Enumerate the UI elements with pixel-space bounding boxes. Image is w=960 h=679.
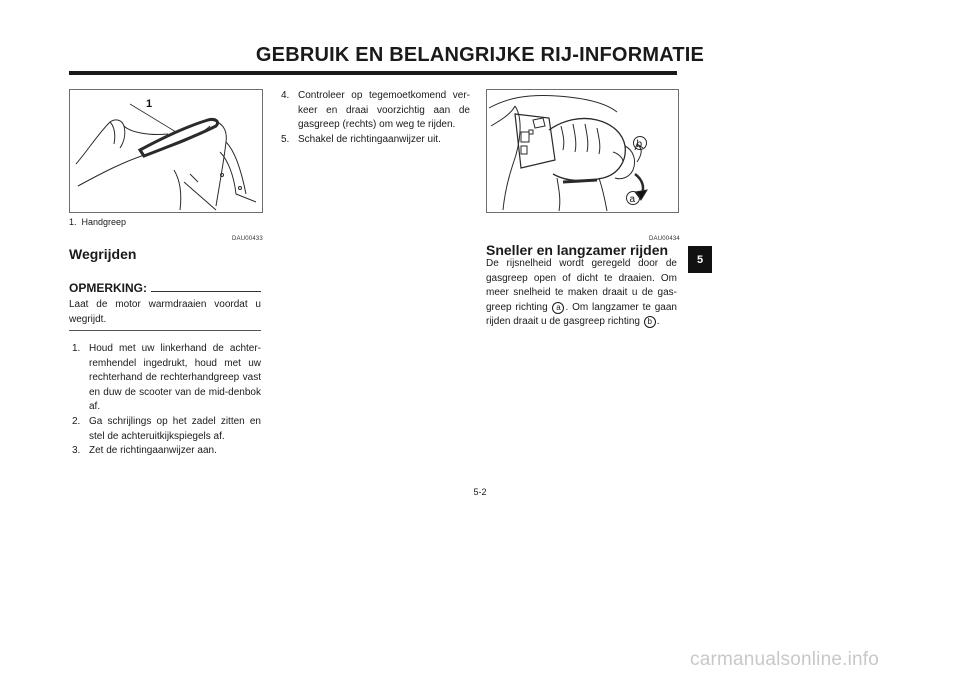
body-text-part: . [656, 316, 660, 328]
list-item [281, 133, 470, 148]
steps-list-left [72, 342, 261, 459]
step-text: Zet de richtingaanwijzer aan. [89, 445, 217, 457]
page-number: 5-2 [473, 487, 487, 497]
list-item [72, 342, 261, 415]
section-code-right: DAU00434 [649, 236, 680, 242]
step-text: Houd met uw linkerhand de achter-remhendel ingedrukt, houd met uw rechterhand de rechterhandgreep vast en duw de scooter van de mid-denbok af. [89, 343, 261, 413]
throttle-paragraph [486, 257, 677, 330]
step-number: 4. [281, 90, 290, 101]
step-text: Schakel de richtingaanwijzer uit. [298, 133, 441, 145]
body-text-part: De rijsnelheid wordt geregeld door de gasgreep open of dicht te draaien. Om meer snelheid te maken draait u de gas-greep richting [486, 258, 677, 313]
figure-caption: 1. Handgreep [69, 217, 127, 227]
note-label: OPMERKING: [69, 281, 147, 295]
note-text [69, 298, 261, 327]
list-item [72, 415, 261, 444]
list-item [281, 89, 470, 133]
steps-list-middle [281, 89, 470, 147]
step-number: 3. [72, 445, 81, 457]
watermark: carmanualsonline.info [690, 649, 880, 670]
callout-a: a [629, 194, 636, 205]
throttle-illustration [486, 89, 679, 213]
ref-b-badge: b [644, 316, 656, 328]
section-code: DAU00433 [232, 236, 263, 242]
title-rule [69, 71, 677, 75]
step-number: 5. [281, 133, 290, 145]
note-heading-rule [151, 291, 261, 292]
note-paragraph: Laat de motor warmdraaien voordat u wegrijdt. [69, 299, 261, 325]
chapter-tab: 5 [688, 246, 712, 273]
callout-1: 1 [146, 98, 153, 110]
note-heading [69, 281, 261, 295]
list-item [72, 444, 261, 459]
handgrip-illustration [69, 89, 263, 213]
section-title-sneller: Sneller en langzamer rijden [486, 242, 669, 258]
section-title-wegrijden: Wegrijden [69, 246, 137, 262]
ref-a-badge: a [552, 302, 564, 314]
step-number: 1. [72, 343, 81, 354]
page-title: GEBRUIK EN BELANGRIJKE RIJ-INFORMATIE [255, 44, 705, 66]
body-text-part: . Om langzamer te gaan rijden draait u de gasgreep richting [486, 301, 677, 328]
callout-b: b [636, 139, 643, 150]
step-text: Ga schrijlings op het zadel zitten en stel de achteruitkijkspiegels af. [89, 415, 261, 442]
note-end-rule [69, 330, 261, 331]
throttle-description [486, 257, 677, 330]
step-number: 2. [72, 415, 81, 427]
step-text: Controleer op tegemoetkomend ver-keer en draai voorzichtig aan de gasgreep (rechts) om weg te rijden. [298, 90, 470, 131]
